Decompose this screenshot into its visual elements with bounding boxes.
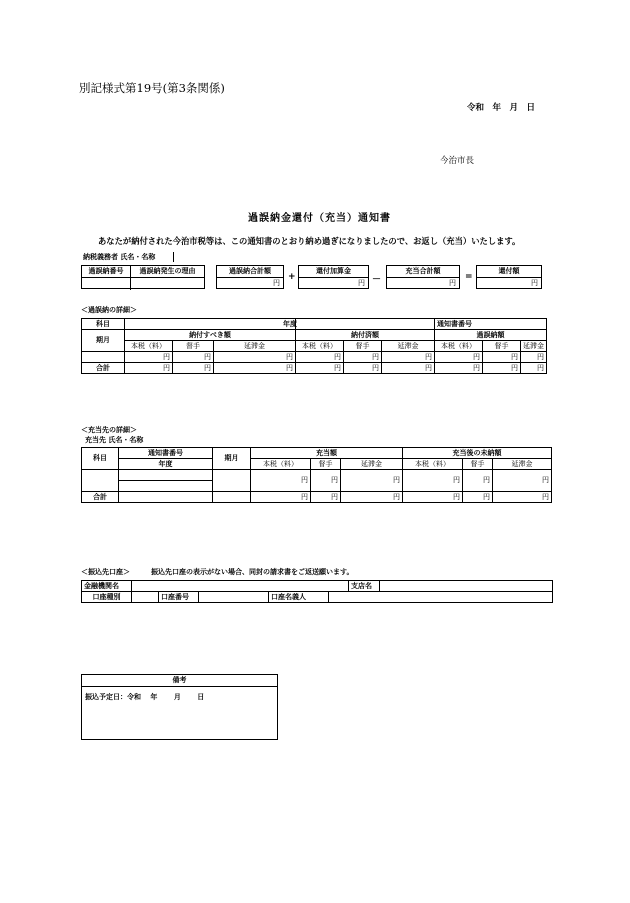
amount-cell[interactable]: 円 xyxy=(483,363,521,374)
amount-cell[interactable]: 円 xyxy=(125,363,173,374)
subject-header: 科目 xyxy=(82,319,125,330)
delinquency-header: 延滞金 xyxy=(382,341,435,352)
refund-addition-value[interactable]: 円 xyxy=(358,279,365,287)
fiscal-year-header: 年度 xyxy=(119,459,213,470)
transfer-date[interactable]: 振込予定日：令和 年 月 日 xyxy=(85,693,205,701)
account-number-label: 口座番号 xyxy=(159,592,199,603)
overpayment-table xyxy=(81,318,547,374)
amount-cell[interactable]: 円 xyxy=(493,492,552,503)
amount-cell[interactable]: 円 xyxy=(344,352,382,363)
amount-cell[interactable]: 円 xyxy=(463,470,493,492)
appropriation-table xyxy=(81,447,552,503)
refund-amount-value[interactable]: 円 xyxy=(531,279,538,287)
principal-header: 本税（料） xyxy=(125,341,173,352)
principal-header: 本税（料） xyxy=(435,341,483,352)
amount-cell[interactable]: 円 xyxy=(296,352,344,363)
overpayment-total-value[interactable]: 円 xyxy=(273,279,280,287)
amount-cell[interactable]: 円 xyxy=(463,492,493,503)
institution-label: 金融機関名 xyxy=(82,581,132,592)
overpayment-number-label: 過誤納番号 xyxy=(82,266,131,277)
period-field[interactable] xyxy=(213,470,251,492)
summary-addition-box xyxy=(298,265,369,289)
period-header: 期月 xyxy=(82,330,125,352)
supervision-header: 督手 xyxy=(173,341,214,352)
table-row xyxy=(82,470,552,481)
delinquency-header: 延滞金 xyxy=(214,341,296,352)
appropriation-total-label: 充当合計額 xyxy=(387,266,459,278)
summary-number-reason-box xyxy=(81,265,205,289)
subject-header: 科目 xyxy=(82,448,119,470)
table-row xyxy=(82,581,553,592)
fiscal-year-header: 年度 xyxy=(283,319,297,328)
table-row xyxy=(82,492,552,503)
date-line: 令和 年 月 日 xyxy=(467,103,536,113)
principal-header: 本税（料） xyxy=(251,459,311,470)
period-field[interactable] xyxy=(213,492,251,503)
amount-cell[interactable]: 円 xyxy=(521,363,547,374)
amount-cell[interactable]: 円 xyxy=(403,492,463,503)
notice-number-field[interactable] xyxy=(119,470,213,481)
account-type-label: 口座種別 xyxy=(82,592,132,603)
amount-cell[interactable]: 円 xyxy=(493,470,552,492)
bank-table xyxy=(81,580,553,603)
overpaid-header: 過誤納額 xyxy=(435,330,547,341)
branch-label: 支店名 xyxy=(349,581,380,592)
amount-cell[interactable]: 円 xyxy=(173,363,214,374)
amount-cell[interactable]: 円 xyxy=(311,492,341,503)
refund-addition-label: 還付加算金 xyxy=(299,266,368,278)
table-row xyxy=(82,319,547,330)
supervision-header: 督手 xyxy=(344,341,382,352)
amount-cell[interactable]: 円 xyxy=(251,470,311,492)
overpayment-reason-label: 過誤納発生の理由 xyxy=(139,267,196,275)
amount-cell[interactable]: 円 xyxy=(214,352,296,363)
amount-cell[interactable]: 円 xyxy=(382,363,435,374)
account-number-field[interactable] xyxy=(199,592,269,603)
bank-section-title: ＜振込先口座＞ xyxy=(81,568,130,576)
unpaid-after-header: 充当後の未納額 xyxy=(403,448,552,459)
table-row xyxy=(82,459,552,470)
taxpayer-label: 納税義務者 氏名・名称 xyxy=(83,253,156,261)
table-row xyxy=(82,352,547,363)
issuer: 今治市長 xyxy=(440,156,475,166)
amount-cell[interactable]: 円 xyxy=(435,352,483,363)
table-row xyxy=(82,592,553,603)
appropriated-header: 充当額 xyxy=(251,448,403,459)
fiscal-year-field[interactable] xyxy=(296,319,435,330)
notice-number-header: 通知書番号 xyxy=(119,448,213,459)
paid-header: 納付済額 xyxy=(296,330,435,341)
table-row xyxy=(82,363,547,374)
period-field[interactable] xyxy=(82,352,125,363)
appropriation-section-title: ＜充当先の詳細＞ xyxy=(81,426,137,434)
amount-cell[interactable]: 円 xyxy=(311,470,341,492)
equals-sign: = xyxy=(465,272,473,282)
period-header: 期月 xyxy=(213,448,251,470)
appropriation-payee-label: 充当先 氏名・名称 xyxy=(85,436,144,444)
delinquency-header: 延滞金 xyxy=(341,459,403,470)
overpayment-section-title: ＜過誤納の詳細＞ xyxy=(81,306,137,314)
remarks-title: 備考 xyxy=(82,675,277,687)
appropriation-total-value[interactable]: 円 xyxy=(449,279,456,287)
amount-cell[interactable]: 円 xyxy=(296,363,344,374)
bank-note: 振込先口座の表示がない場合、同封の請求書をご返送願います。 xyxy=(151,568,354,576)
notice-number-header: 通知書番号 xyxy=(435,319,547,330)
overpayment-reason-field[interactable] xyxy=(131,278,204,290)
amount-cell[interactable]: 円 xyxy=(435,363,483,374)
table-row xyxy=(82,330,547,341)
supervision-header: 督手 xyxy=(463,459,493,470)
institution-field[interactable] xyxy=(132,581,349,592)
delinquency-header: 延滞金 xyxy=(521,341,547,352)
summary-refund-box xyxy=(476,265,542,289)
lead-text: あなたが納付された今治市税等は、この通知書のとおり納め過ぎになりましたので、お返し（充当）いたします。 xyxy=(98,236,521,246)
account-type-field[interactable] xyxy=(132,592,159,603)
subject-field[interactable] xyxy=(82,470,119,492)
amount-cell[interactable]: 円 xyxy=(251,492,311,503)
branch-field[interactable] xyxy=(380,581,553,592)
minus-sign: － xyxy=(372,275,382,285)
amount-cell[interactable]: 円 xyxy=(344,363,382,374)
table-row xyxy=(82,448,552,459)
summary-appropriation-box xyxy=(386,265,460,289)
subject-field[interactable] xyxy=(125,319,296,330)
amount-cell[interactable]: 円 xyxy=(403,470,463,492)
overpayment-total-label: 過誤納合計額 xyxy=(217,266,283,278)
amount-cell[interactable]: 円 xyxy=(382,352,435,363)
table-row xyxy=(82,341,547,352)
overpayment-number-field[interactable] xyxy=(82,278,131,290)
page-title: 過誤納金還付（充当）通知書 xyxy=(248,213,391,224)
amount-cell[interactable]: 円 xyxy=(214,363,296,374)
amount-cell[interactable]: 円 xyxy=(521,352,547,363)
principal-header: 本税（料） xyxy=(296,341,344,352)
amount-cell[interactable]: 円 xyxy=(483,352,521,363)
total-label: 合計 xyxy=(82,492,119,503)
notice-number-field[interactable] xyxy=(119,492,213,503)
delinquency-header: 延滞金 xyxy=(493,459,552,470)
holder-field[interactable] xyxy=(329,592,553,603)
summary-total-box xyxy=(216,265,284,289)
text-cursor xyxy=(173,252,174,262)
total-label: 合計 xyxy=(82,363,125,374)
amount-cell[interactable]: 円 xyxy=(173,352,214,363)
plus-sign: + xyxy=(288,272,296,282)
refund-amount-label: 還付額 xyxy=(477,266,541,278)
remarks-box xyxy=(81,674,278,740)
fiscal-year-field[interactable] xyxy=(119,481,213,492)
amount-cell[interactable]: 円 xyxy=(341,492,403,503)
payable-header: 納付すべき額 xyxy=(125,330,296,341)
supervision-header: 督手 xyxy=(311,459,341,470)
amount-cell[interactable]: 円 xyxy=(341,470,403,492)
principal-header: 本税（料） xyxy=(403,459,463,470)
form-number: 別記様式第19号(第3条関係) xyxy=(79,81,225,95)
amount-cell[interactable]: 円 xyxy=(125,352,173,363)
supervision-header: 督手 xyxy=(483,341,521,352)
holder-label: 口座名義人 xyxy=(269,592,329,603)
